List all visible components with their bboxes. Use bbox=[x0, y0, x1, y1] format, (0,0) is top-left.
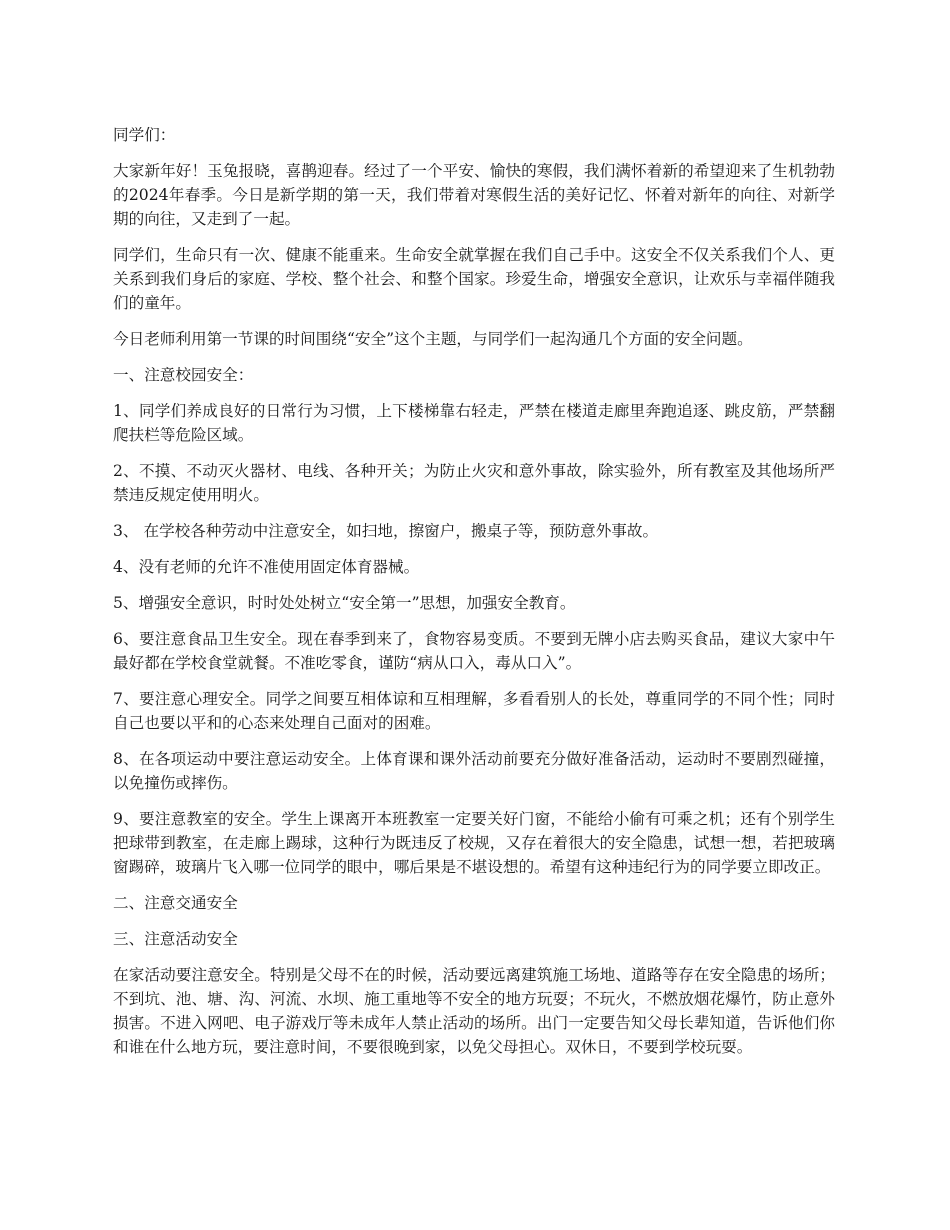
document-body bbox=[113, 123, 835, 1071]
list-item-1: 1、同学们养成良好的日常行为习惯，上下楼梯靠右轻走，严禁在楼道走廊里奔跑追逐、跳皮筋，严禁翻爬扶栏等危险区域。 bbox=[113, 402, 835, 444]
list-item-4: 4、没有老师的允许不准使用固定体育器械。 bbox=[113, 558, 420, 576]
list-item-8: 8、在各项运动中要注意运动安全。上体育课和课外活动前要充分做好准备活动，运动时不要剧烈碰撞，以免撞伤或摔伤。 bbox=[113, 750, 835, 792]
heading-activity-safety: 三、注意活动安全 bbox=[113, 930, 238, 948]
heading-traffic-safety: 二、注意交通安全 bbox=[113, 894, 238, 912]
heading-campus-safety: 一、注意校园安全： bbox=[113, 366, 254, 384]
list-item-5: 5、增强安全意识，时时处处树立“安全第一”思想，加强安全教育。 bbox=[113, 594, 576, 612]
paragraph-home-activity: 在家活动要注意安全。特别是父母不在的时候，活动要远离建筑施工场地、道路等存在安全隐患的场所；不到坑、池、塘、沟、河流、水坝、施工重地等不安全的地方玩耍；不玩火，不燃放烟花爆竹，防止意外损害。不进入网吧、电子游戏厅等未成年人禁止活动的场所。出门一定要告知父母长辈知道，告诉他们你和谁在什么地方玩，要注意时间，不要很晚到家，以免父母担心。双休日，不要到学校玩耍。 bbox=[113, 966, 835, 1056]
list-item-7: 7、要注意心理安全。同学之间要互相体谅和互相理解，多看看别人的长处，尊重同学的不同个性；同时自己也要以平和的心态来处理自己面对的困难。 bbox=[113, 690, 835, 732]
list-item-2: 2、不摸、不动灭火器材、电线、各种开关；为防止火灾和意外事故，除实验外，所有教室及其他场所严禁违反规定使用明火。 bbox=[113, 462, 835, 504]
paragraph-lesson-intro: 今日老师利用第一节课的时间围绕“安全”这个主题，与同学们一起沟通几个方面的安全问题。 bbox=[113, 330, 753, 348]
list-item-9: 9、要注意教室的安全。学生上课离开本班教室一定要关好门窗，不能给小偷有可乘之机；还有个别学生把球带到教室，在走廊上踢球，这种行为既违反了校规，又存在着很大的安全隐患，试想一想，若把玻璃窗踢碎，玻璃片飞入哪一位同学的眼中，哪后果是不堪设想的。希望有这种违纪行为的同学要立即改正。 bbox=[113, 810, 835, 876]
salutation: 同学们： bbox=[113, 126, 176, 144]
list-item-3: 3、 在学校各种劳动中注意安全，如扫地，擦窗户，搬桌子等，预防意外事故。 bbox=[113, 522, 659, 540]
paragraph-life-safety: 同学们，生命只有一次、健康不能重来。生命安全就掌握在我们自己手中。这安全不仅关系我们个人、更关系到我们身后的家庭、学校、整个社会、和整个国家。珍爱生命，增强安全意识，让欢乐与幸福伴随我们的童年。 bbox=[113, 246, 835, 312]
paragraph-new-year-greeting: 大家新年好！玉兔报晓，喜鹊迎春。经过了一个平安、愉快的寒假，我们满怀着新的希望迎来了生机勃勃的2024年春季。今日是新学期的第一天，我们带着对寒假生活的美好记忆、怀着对新年的向往、对新学期的向往，又走到了一起。 bbox=[113, 162, 835, 228]
list-item-6: 6、要注意食品卫生安全。现在春季到来了，食物容易变质。不要到无牌小店去购买食品，建议大家中午最好都在学校食堂就餐。不准吃零食，谨防“病从口入，毒从口入”。 bbox=[113, 630, 835, 672]
